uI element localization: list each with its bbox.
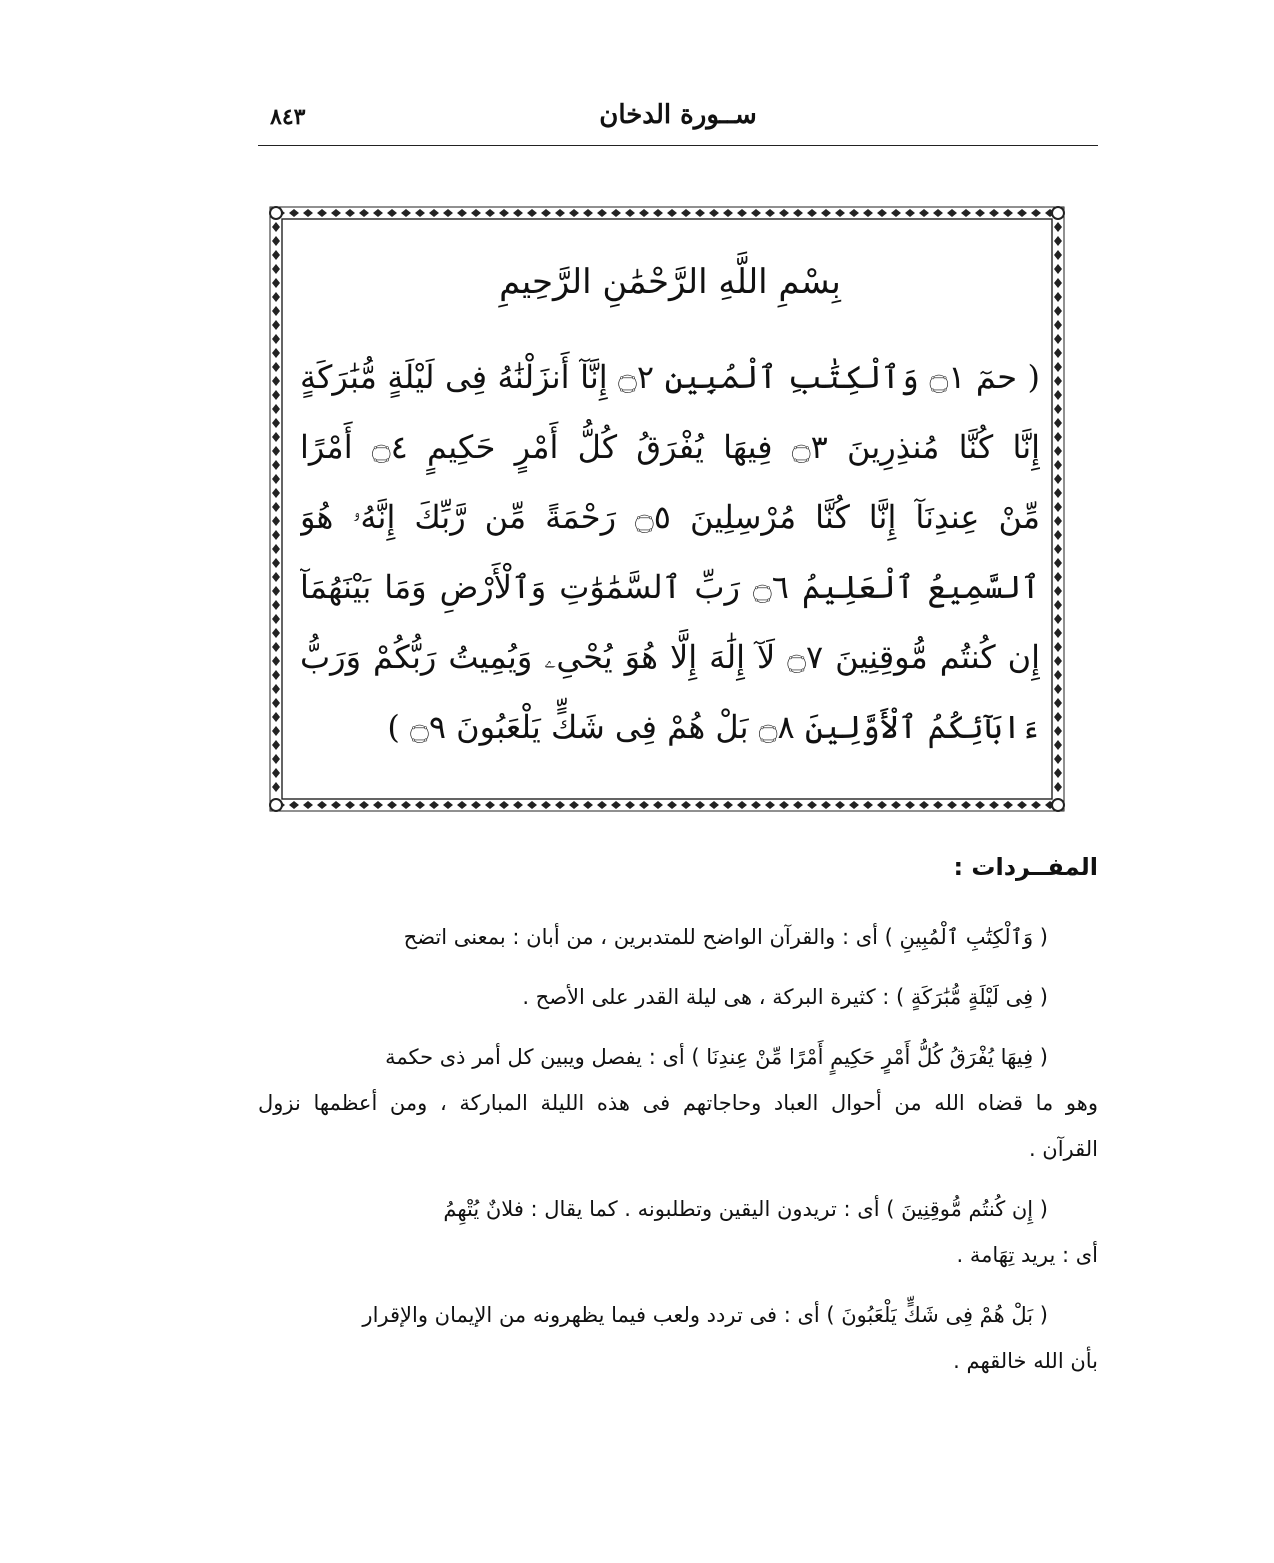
entry-line: القرآن . [1028, 1137, 1098, 1161]
entry-line: بأن الله خالقهم . [953, 1349, 1098, 1373]
vocabulary-heading: المفــردات : [953, 853, 1098, 881]
quran-verses [300, 342, 1040, 762]
vocabulary-entry [258, 974, 1098, 1020]
verse-line: إِن كُنتُم مُّوقِنِينَ ۝٧ لَآ إِلَٰهَ إِلَّا هُوَ يُحْىِۦ وَيُمِيتُ رَبُّكُمْ وَرَبُّ [300, 638, 1040, 676]
basmala: بِسْمِ اللَّهِ الرَّحْمَٰنِ الرَّحِيمِ [499, 262, 841, 302]
verse-line: مِّنْ عِندِنَآ إِنَّا كُنَّا مُرْسِلِينَ ۝٥ رَحْمَةً مِّن رَّبِّكَ إِنَّهُۥ هُوَ [300, 498, 1040, 536]
entry-line: ( فِيهَا يُفْرَقُ كُلُّ أَمْرٍ حَكِيمٍ أَمْرًا مِّنْ عِندِنَا ) أى : يفصل ويبين كل أمر ذى حكمة [385, 1045, 1048, 1069]
vocabulary-entry [258, 1186, 1098, 1278]
entry-line: أى : يريد تِهَامة . [956, 1243, 1098, 1267]
vocabulary-entry [258, 1292, 1098, 1384]
header-rule [258, 145, 1098, 146]
verse-line: إِنَّا كُنَّا مُنذِرِينَ ۝٣ فِيهَا يُفْرَقُ كُلُّ أَمْرٍ حَكِيمٍ ۝٤ أَمْرًا [300, 428, 1040, 466]
entry-line: ( وَٱلْكِتَٰبِ ٱلْمُبِينِ ) أى : والقرآن الواضح للمتدبرين ، من أبان : بمعنى اتضح [403, 925, 1048, 949]
verse-line: ٱلسَّمِيعُ ٱلْعَلِيمُ ۝٦ رَبِّ ٱلسَّمَٰوَٰتِ وَٱلْأَرْضِ وَمَا بَيْنَهُمَآ [300, 568, 1040, 606]
verse-line: ( حمٓ ۝١ وَٱلْكِتَٰبِ ٱلْمُبِينِ ۝٢ إِنَّآ أَنزَلْنَٰهُ فِى لَيْلَةٍ مُّبَٰرَكَةٍ [300, 358, 1040, 396]
vocabulary-entry [258, 914, 1098, 960]
entry-line: ( بَلْ هُمْ فِى شَكٍّ يَلْعَبُونَ ) أى : فى تردد ولعب فيما يظهرونه من الإيمان والإقرار [362, 1303, 1048, 1327]
surah-title: ســورة الدخان [599, 100, 757, 130]
entry-line: ( إِن كُنتُم مُّوقِنِينَ ) أى : تريدون اليقين وتطلبونه . كما يقال : فلانٌ يُتْهِمُ [443, 1197, 1048, 1221]
page-number: ٨٤٣ [270, 104, 306, 130]
vocabulary-entry [258, 1034, 1098, 1172]
vocabulary-section [258, 850, 1098, 1384]
entry-line: ( فِى لَيْلَةٍ مُّبَٰرَكَةٍ ) : كثيرة البركة ، هى ليلة القدر على الأصح . [522, 985, 1048, 1009]
verse-line: ءَابَآئِكُمُ ٱلْأَوَّلِينَ ۝٨ بَلْ هُمْ فِى شَكٍّ يَلْعَبُونَ ۝٩ ) [387, 708, 1040, 746]
page-header [258, 98, 1098, 146]
entry-line: وهو ما قضاه الله من أحوال العباد وحاجاتهم فى هذه الليلة المباركة ، ومن أعظمها نزول [258, 1091, 1098, 1115]
